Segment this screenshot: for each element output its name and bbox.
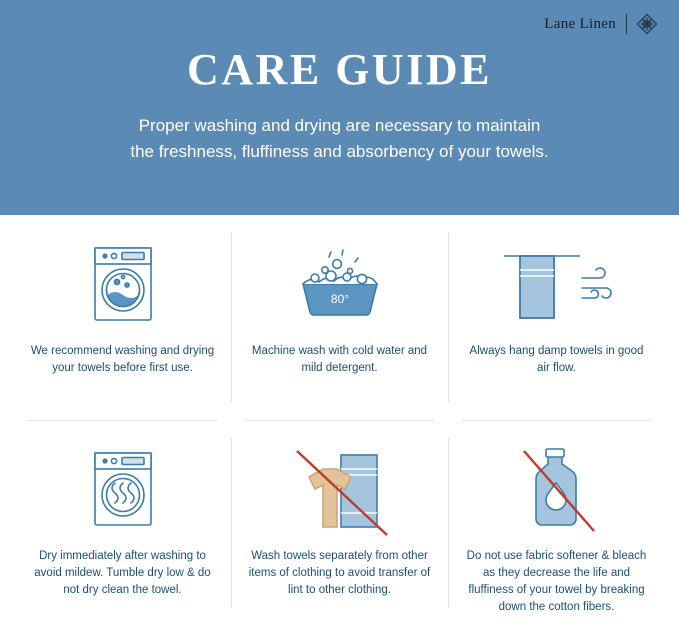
brand-name: Lane Linen xyxy=(544,15,616,32)
care-tip-text: Machine wash with cold water and mild detergent. xyxy=(251,345,428,374)
care-tip-wash-before-first-use xyxy=(14,215,231,420)
wash-basin-bubbles-icon xyxy=(285,237,395,333)
care-tip-text: Wash towels separately from other items of clothing to avoid transfer of lint to other clothing. xyxy=(248,550,431,596)
no-mixed-laundry-icon xyxy=(275,442,405,538)
care-tip-dry-immediately xyxy=(14,420,231,625)
brand-lockup xyxy=(544,14,657,34)
care-tip-text: We recommend washing and drying your towels before first use. xyxy=(30,345,215,374)
care-tip-text: Dry immediately after washing to avoid mildew. Tumble dry low & do not dry clean the towel. xyxy=(34,550,211,596)
care-tip-cold-water-wash xyxy=(231,215,448,420)
care-tips-grid xyxy=(0,215,679,635)
care-tip-no-fabric-softener xyxy=(448,420,665,625)
diamond-knot-logo-icon xyxy=(637,14,657,34)
washing-machine-icon xyxy=(77,237,169,333)
tumble-dryer-icon xyxy=(77,442,169,538)
hanging-towel-airflow-icon xyxy=(494,237,619,333)
no-fabric-softener-icon xyxy=(502,442,612,538)
page-subtitle xyxy=(0,113,679,165)
wash-temperature-label: 80° xyxy=(330,292,349,306)
brand-divider xyxy=(626,14,627,34)
care-tip-text: Do not use fabric softener & bleach as they decrease the life and fluffiness of your towel by breaking down the cotton fibers. xyxy=(466,550,647,613)
care-tip-hang-damp-towels xyxy=(448,215,665,420)
header-banner xyxy=(0,0,679,215)
care-tip-wash-separately xyxy=(231,420,448,625)
subtitle-line-2: the freshness, fluffiness and absorbency of your towels. xyxy=(130,142,549,161)
page-title: CARE GUIDE xyxy=(187,45,492,94)
care-tip-text: Always hang damp towels in good air flow. xyxy=(469,345,644,374)
subtitle-line-1: Proper washing and drying are necessary to maintain xyxy=(138,116,541,135)
